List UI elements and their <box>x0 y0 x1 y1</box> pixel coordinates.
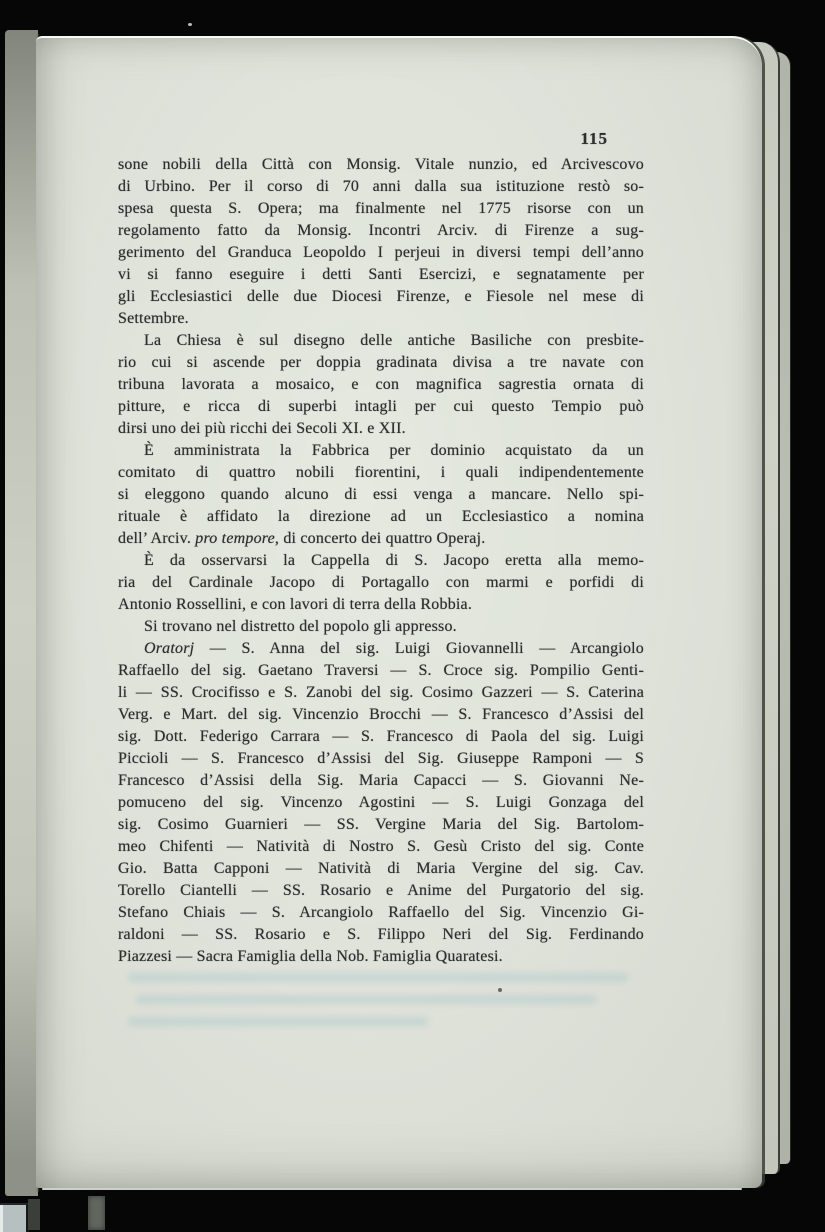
text-line: La Chiesa è sul disegno delle antiche Basiliche con presbite- <box>144 332 644 349</box>
paragraph <box>118 440 644 550</box>
ink-speck <box>498 988 502 992</box>
text-line: sig. Cosimo Guarnieri — SS. Vergine Maria del Sig. Bartolom- <box>118 816 644 833</box>
binding-remnant-left <box>0 1203 29 1232</box>
text-line: sone nobili della Città con Monsig. Vitale nunzio, ed Arcivescovo <box>118 156 644 173</box>
text-line: sig. Dott. Federigo Carrara — S. Francesco di Paola del sig. Luigi <box>118 728 644 745</box>
bleedthrough-text-line <box>136 995 596 1004</box>
page-bottom-edge-highlight <box>42 1188 742 1190</box>
left-page-gutter <box>5 30 38 1196</box>
bleedthrough-text-line <box>128 973 628 982</box>
text-line: Francesco d’Assisi della Sig. Maria Capacci — S. Giovanni Ne- <box>118 772 644 789</box>
text-line: rituale è affidato la direzione ad un Ecclesiastico a nomina <box>118 508 644 525</box>
text-line: di Urbino. Per il corso di 70 anni dalla sua istituzione restò so- <box>118 178 644 195</box>
text-line: li — SS. Crocifisso e S. Zanobi del sig. Cosimo Gazzeri — S. Caterina <box>118 684 644 701</box>
text-line: Verg. e Mart. del sig. Vincenzio Brocchi — S. Francesco d’Assisi del <box>118 706 644 723</box>
text-line: vi si fanno eseguire i detti Santi Esercizi, e segnatamente per <box>118 266 644 283</box>
text-line: dell’ Arciv. pro tempore, di concerto dei quattro Operaj. <box>118 530 486 547</box>
text-line: Si trovano nel distretto del popolo gli appresso. <box>144 618 457 635</box>
text-line: Raffaello del sig. Gaetano Traversi — S. Croce sig. Pompilio Genti- <box>118 662 644 679</box>
text-line: Antonio Rossellini, e con lavori di terra della Robbia. <box>118 596 473 613</box>
book-page <box>36 36 762 1188</box>
text-line: tribuna lavorata a mosaico, e con magnifica sagrestia ornata di <box>118 376 644 393</box>
paragraph <box>118 638 644 968</box>
text-line: Oratorj — S. Anna del sig. Luigi Giovannelli — Arcangiolo <box>144 640 644 657</box>
text-line: È amministrata la Fabbrica per dominio acquistato da un <box>144 442 644 459</box>
dust-speck <box>188 23 192 26</box>
text-line: pitture, e ricca di superbi intagli per cui questo Tempio può <box>118 398 644 415</box>
text-line: gli Ecclesiastici delle due Diocesi Firenze, e Fiesole nel mese di <box>118 288 644 305</box>
text-line: gerimento del Granduca Leopoldo I perjeui in diversi tempi dell’anno <box>118 244 644 261</box>
text-line: comitato di quattro nobili fiorentini, i quali indipendentemente <box>118 464 644 481</box>
text-line: spesa questa S. Opera; ma finalmente nel 1775 risorse con un <box>118 200 644 217</box>
text-line: Gio. Batta Capponi — Natività di Maria Vergine del sig. Cav. <box>118 860 644 877</box>
text-line: Torello Ciantelli — SS. Rosario e Anime del Purgatorio del sig. <box>118 882 644 899</box>
paragraphs-container <box>118 154 644 968</box>
text-line: si eleggono quando alcuno di essi venga a mancare. Nello spi- <box>118 486 644 503</box>
text-line: dirsi uno dei più ricchi dei Secoli XI. e XII. <box>118 420 406 437</box>
paragraph <box>118 154 644 330</box>
bleedthrough-text-line <box>128 1017 428 1026</box>
text-line: È da osservarsi la Cappella di S. Jacopo eretta alla memo- <box>144 552 644 569</box>
text-line: regolamento fatto da Monsig. Incontri Arciv. di Firenze a sug- <box>118 222 644 239</box>
text-line: Piazzesi — Sacra Famiglia della Nob. Famiglia Quaratesi. <box>118 948 503 965</box>
text-line: Piccioli — S. Francesco d’Assisi del Sig. Giuseppe Ramponi — S <box>118 750 644 767</box>
text-line: pomuceno del sig. Vincenzo Agostini — S. Luigi Gonzaga del <box>118 794 644 811</box>
text-line: meo Chifenti — Natività di Nostro S. Gesù Cristo del sig. Conte <box>118 838 644 855</box>
text-line: ria del Cardinale Jacopo di Portagallo con marmi e porfidi di <box>118 574 644 591</box>
paragraph <box>118 330 644 440</box>
binding-remnant-mid <box>88 1196 105 1230</box>
text-block <box>118 128 644 968</box>
paragraph <box>118 616 644 638</box>
text-line: rio cui si ascende per doppia gradinata divisa a tre navate con <box>118 354 644 371</box>
paragraph <box>118 550 644 616</box>
text-line: Stefano Chiais — S. Arcangiolo Raffaello del Sig. Vincenzio Gi- <box>118 904 644 921</box>
page-number: 115 <box>580 129 608 148</box>
text-line: raldoni — SS. Rosario e S. Filippo Neri del Sig. Ferdinando <box>118 926 644 943</box>
binding-remnant-strip <box>28 1199 40 1230</box>
text-line: Settembre. <box>118 310 189 327</box>
